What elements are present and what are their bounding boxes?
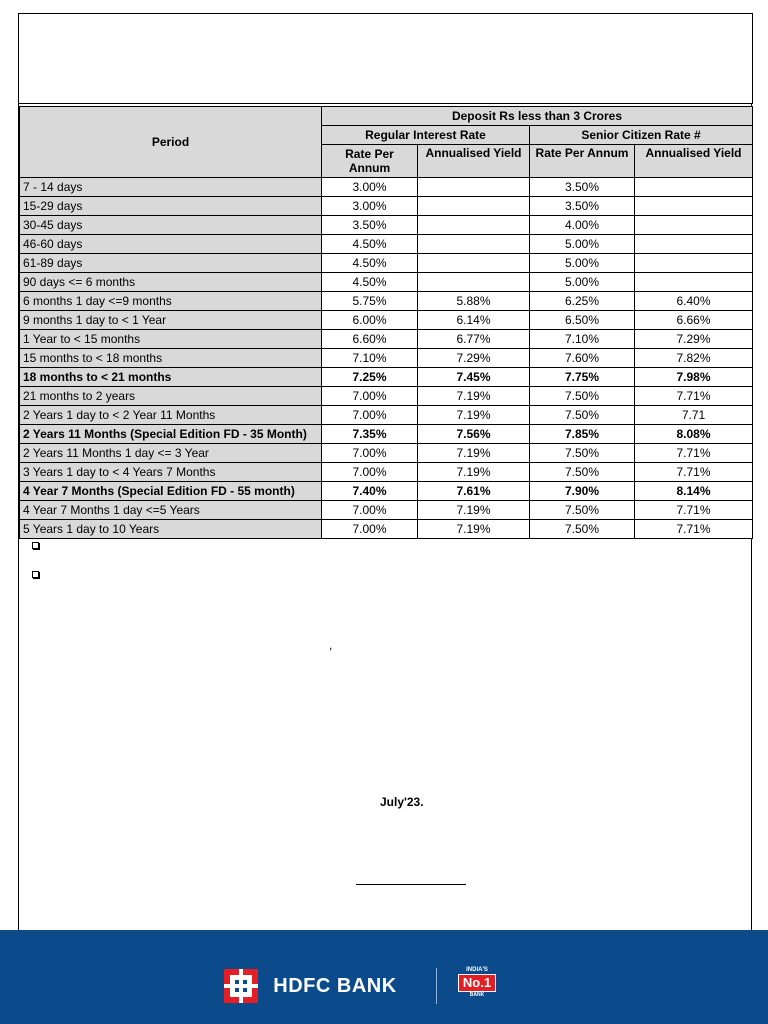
regular-yield-cell: 7.19% [418,520,530,539]
deposit-group-header: Deposit Rs less than 3 Crores [322,107,753,126]
bank-name: HDFC BANK [258,969,412,1003]
period-cell: 5 Years 1 day to 10 Years [20,520,322,539]
regular-yield-cell: 7.19% [418,501,530,520]
senior-rate-cell: 4.00% [530,216,635,235]
table-row [20,330,753,349]
regular-yield-cell [418,235,530,254]
senior-rate-cell: 7.10% [530,330,635,349]
regular-yield-cell [418,254,530,273]
period-cell: 4 Year 7 Months (Special Edition FD - 55 month) [20,482,322,501]
senior-rate-cell: 5.00% [530,254,635,273]
fd-rates-table [19,106,753,539]
regular-rate-header: Regular Interest Rate [322,126,530,145]
regular-rate-cell: 7.10% [322,349,418,368]
table-row [20,311,753,330]
table-row [20,235,753,254]
senior-yield-cell: 8.14% [635,482,753,501]
period-cell: 15-29 days [20,197,322,216]
table-row [20,178,753,197]
period-cell: 2 Years 11 Months 1 day <= 3 Year [20,444,322,463]
regular-yield-cell: 7.45% [418,368,530,387]
regular-yield-cell: 6.14% [418,311,530,330]
senior-rate-cell: 7.85% [530,425,635,444]
period-cell: 6 months 1 day <=9 months [20,292,322,311]
senior-rate-cell: 7.60% [530,349,635,368]
senior-yield-cell: 7.71% [635,387,753,406]
senior-rate-per-annum-header: Rate Per Annum [530,145,635,178]
period-cell: 2 Years 11 Months (Special Edition FD - 35 Month) [20,425,322,444]
period-cell: 15 months to < 18 months [20,349,322,368]
regular-rate-cell: 7.00% [322,444,418,463]
regular-rate-cell: 6.60% [322,330,418,349]
senior-yield-cell: 7.71 [635,406,753,425]
regular-rate-cell: 7.00% [322,406,418,425]
senior-yield-cell [635,254,753,273]
regular-rate-cell: 7.00% [322,520,418,539]
senior-rate-cell: 6.50% [530,311,635,330]
badge-number: No.1 [458,974,496,992]
senior-annualised-yield-header: Annualised Yield [635,145,753,178]
regular-yield-cell: 6.77% [418,330,530,349]
table-row [20,197,753,216]
senior-yield-cell [635,216,753,235]
period-cell: 7 - 14 days [20,178,322,197]
senior-rate-cell: 7.50% [530,501,635,520]
regular-rate-cell: 7.00% [322,463,418,482]
senior-rate-cell: 7.50% [530,463,635,482]
period-cell: 2 Years 1 day to < 2 Year 11 Months [20,406,322,425]
footer-divider [436,968,437,1004]
regular-rate-cell: 3.50% [322,216,418,235]
senior-rate-cell: 6.25% [530,292,635,311]
regular-rate-cell: 7.25% [322,368,418,387]
regular-rate-per-annum-header: Rate Per Annum [322,145,418,178]
regular-rate-cell: 3.00% [322,197,418,216]
badge-bottom-text: BANK [469,992,485,998]
table-row [20,463,753,482]
senior-rate-cell: 7.50% [530,444,635,463]
senior-yield-cell: 6.40% [635,292,753,311]
period-cell: 4 Year 7 Months 1 day <=5 Years [20,501,322,520]
table-row [20,368,753,387]
senior-rate-cell: 7.50% [530,520,635,539]
senior-rate-cell: 5.00% [530,273,635,292]
senior-rate-header: Senior Citizen Rate # [530,126,753,145]
senior-rate-cell: 7.50% [530,387,635,406]
regular-yield-cell: 7.19% [418,444,530,463]
senior-rate-cell: 5.00% [530,235,635,254]
senior-yield-cell [635,235,753,254]
table-row [20,349,753,368]
table-row [20,482,753,501]
regular-yield-cell: 7.19% [418,406,530,425]
period-cell: 3 Years 1 day to < 4 Years 7 Months [20,463,322,482]
senior-yield-cell: 7.71% [635,501,753,520]
table-row [20,425,753,444]
table-row [20,254,753,273]
no1-bank-badge [454,966,500,1004]
table-row [20,273,753,292]
senior-yield-cell: 7.71% [635,444,753,463]
stray-comma: , [329,638,333,652]
senior-rate-cell: 7.90% [530,482,635,501]
regular-rate-cell: 5.75% [322,292,418,311]
period-cell: 9 months 1 day to < 1 Year [20,311,322,330]
table-row [20,406,753,425]
regular-yield-cell [418,273,530,292]
period-cell: 90 days <= 6 months [20,273,322,292]
regular-yield-cell [418,197,530,216]
senior-yield-cell: 8.08% [635,425,753,444]
bullet-icon [32,542,39,549]
senior-yield-cell: 7.71% [635,520,753,539]
period-cell: 1 Year to < 15 months [20,330,322,349]
senior-yield-cell [635,273,753,292]
regular-rate-cell: 6.00% [322,311,418,330]
senior-yield-cell [635,197,753,216]
badge-top-text: INDIA'S [466,967,488,973]
regular-yield-cell: 5.88% [418,292,530,311]
senior-yield-cell: 7.82% [635,349,753,368]
senior-yield-cell: 7.98% [635,368,753,387]
regular-yield-cell: 7.19% [418,387,530,406]
bullet-icon [32,571,39,578]
regular-rate-cell: 3.00% [322,178,418,197]
table-row [20,501,753,520]
senior-yield-cell: 7.71% [635,463,753,482]
regular-annualised-yield-header: Annualised Yield [418,145,530,178]
senior-yield-cell [635,178,753,197]
hdfc-bank-logo [224,969,412,1003]
hdfc-logo-mark-icon [224,969,258,1003]
rate-rows [20,178,753,539]
table-row [20,520,753,539]
table-row [20,216,753,235]
regular-yield-cell: 7.61% [418,482,530,501]
regular-yield-cell: 7.19% [418,463,530,482]
regular-yield-cell: 7.29% [418,349,530,368]
regular-rate-cell: 4.50% [322,235,418,254]
table-row [20,292,753,311]
regular-rate-cell: 4.50% [322,254,418,273]
senior-rate-cell: 3.50% [530,178,635,197]
senior-yield-cell: 7.29% [635,330,753,349]
regular-yield-cell [418,216,530,235]
period-cell: 18 months to < 21 months [20,368,322,387]
regular-rate-cell: 7.35% [322,425,418,444]
table-row [20,444,753,463]
senior-rate-cell: 3.50% [530,197,635,216]
period-cell: 46-60 days [20,235,322,254]
senior-rate-cell: 7.50% [530,406,635,425]
period-cell: 30-45 days [20,216,322,235]
signature-line [356,884,466,885]
table-row [20,387,753,406]
period-cell: 61-89 days [20,254,322,273]
regular-rate-cell: 4.50% [322,273,418,292]
regular-rate-cell: 7.40% [322,482,418,501]
header-box [18,13,753,104]
senior-yield-cell: 6.66% [635,311,753,330]
senior-rate-cell: 7.75% [530,368,635,387]
regular-yield-cell [418,178,530,197]
period-cell: 21 months to 2 years [20,387,322,406]
regular-yield-cell: 7.56% [418,425,530,444]
effective-date: July'23. [380,795,424,809]
regular-rate-cell: 7.00% [322,501,418,520]
period-header: Period [20,107,322,178]
regular-rate-cell: 7.00% [322,387,418,406]
